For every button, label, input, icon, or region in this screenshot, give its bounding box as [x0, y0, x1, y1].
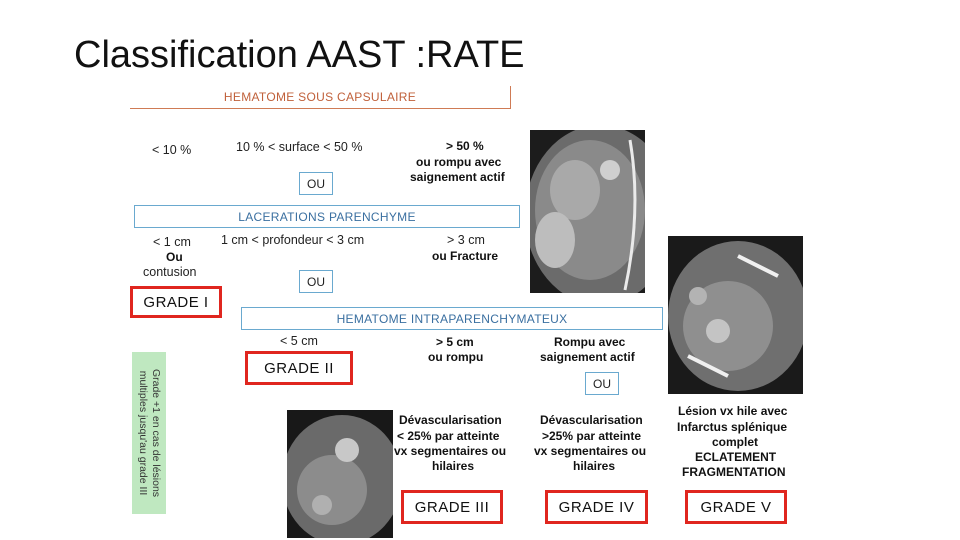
hilum-line-5: FRAGMENTATION — [682, 465, 786, 479]
laceration-lt1: < 1 cm — [153, 235, 191, 249]
subcapsular-gt50-detail-1: ou rompu avec — [416, 155, 502, 169]
hilum-line-1: Lésion vx hile avec — [678, 404, 788, 418]
devasc-lt25-line-1: Dévascularisation — [399, 413, 502, 427]
devasc-gt25-line-3: vx segmentaires ou — [534, 444, 647, 458]
devasc-lt25-line-4: hilaires — [432, 459, 475, 473]
devasc-gt25-line-2: >25% par atteinte — [542, 429, 642, 443]
laceration-contusion: contusion — [143, 265, 197, 279]
ou-box-1: OU — [299, 172, 333, 195]
multiple-lesions-note — [132, 352, 166, 514]
intra-ruptured: Rompu avec — [554, 335, 626, 349]
intra-lt5: < 5 cm — [280, 334, 318, 348]
devasc-gt25-line-4: hilaires — [573, 459, 616, 473]
subcapsular-lt10: < 10 % — [152, 143, 192, 157]
grade-1-badge: GRADE I — [130, 286, 222, 318]
grade-2-badge: GRADE II — [245, 351, 353, 385]
intra-gt5: > 5 cm — [436, 335, 474, 349]
hilum-line-2: Infarctus splénique — [677, 420, 788, 434]
ct-image-grade-bottom — [287, 410, 393, 538]
laceration-lt1-or: Ou — [166, 250, 183, 264]
grade-4-badge: GRADE IV — [545, 490, 648, 524]
devasc-gt25-line-1: Dévascularisation — [540, 413, 643, 427]
hilum-line-4: ECLATEMENT — [695, 450, 777, 464]
ou-box-2: OU — [299, 270, 333, 293]
header-intraparenchymal-hematoma: HEMATOME INTRAPARENCHYMATEUX — [241, 307, 663, 330]
hilum-line-3: complet — [712, 435, 759, 449]
laceration-fracture: ou Fracture — [432, 249, 499, 263]
laceration-gt3: > 3 cm — [447, 233, 485, 247]
intra-ruptured-2: saignement actif — [540, 350, 635, 364]
subcapsular-gt50-detail-2: saignement actif — [410, 170, 505, 184]
ou-box-3: OU — [585, 372, 619, 395]
subcapsular-gt50: > 50 % — [446, 139, 484, 153]
ct-image-grade-right — [668, 236, 803, 394]
multiple-lesions-note-text: Grade +1 en cas de lésions multiples jusqu'au grade III — [137, 368, 162, 498]
grade-3-badge: GRADE III — [401, 490, 503, 524]
ct-image-grade-top — [530, 130, 645, 293]
subcapsular-10-50: 10 % < surface < 50 % — [236, 140, 363, 154]
header-subcapsular-hematoma: HEMATOME SOUS CAPSULAIRE — [130, 86, 511, 109]
intra-gt5-or: ou rompu — [428, 350, 484, 364]
page-title: Classification AAST :RATE — [74, 34, 525, 76]
grade-5-badge: GRADE V — [685, 490, 787, 524]
header-parenchymal-laceration: LACERATIONS PARENCHYME — [134, 205, 520, 228]
devasc-lt25-line-2: < 25% par atteinte — [397, 429, 500, 443]
laceration-1-3: 1 cm < profondeur < 3 cm — [221, 233, 365, 247]
devasc-lt25-line-3: vx segmentaires ou — [394, 444, 507, 458]
